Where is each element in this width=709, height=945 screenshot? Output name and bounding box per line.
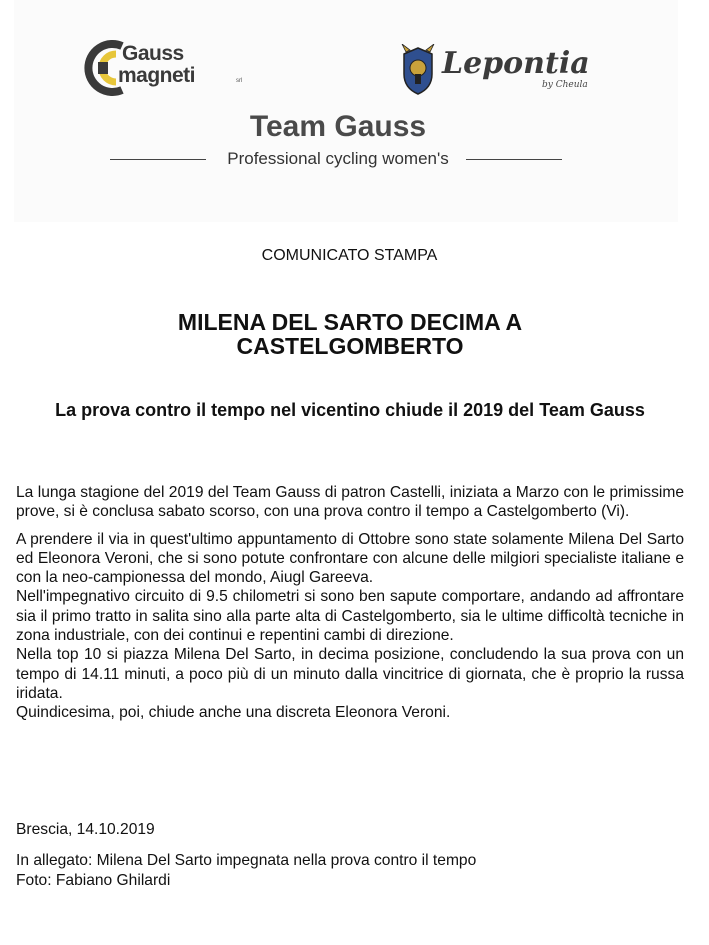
sponsor-logo-bottom: magneti <box>118 64 196 87</box>
lepontia-logo <box>398 44 598 104</box>
article-body <box>16 483 684 723</box>
tagline-rule-right <box>466 159 562 160</box>
headline: MILENA DEL SARTO DECIMA A CASTELGOMBERTO <box>177 309 523 359</box>
team-name: Team Gauss <box>249 110 427 143</box>
paragraph: Nella top 10 si piazza Milena Del Sarto, in decima posizione, concludendo la sua prova con un tempo di 14.11 minuti, a poco più di un minuto dalla vincitrice di giornata, che è proprio la russa iridata. <box>16 646 684 702</box>
partner-logo: Lepontia <box>442 46 590 81</box>
gauss-magneti-logo <box>82 40 272 100</box>
sponsor-logo-top: Gauss <box>122 42 184 65</box>
shield-crest-icon <box>398 44 438 98</box>
attachment-note: In allegato: Milena Del Sarto impegnata nella prova contro il tempo <box>16 852 477 870</box>
partner-logo-sub: by Cheula <box>542 80 588 90</box>
place-date: Brescia, 14.10.2019 <box>16 821 155 838</box>
photo-credit: Foto: Fabiano Ghilardi <box>16 871 171 889</box>
closing-block <box>16 820 684 890</box>
paragraph: Nell'impegnativo circuito di 9.5 chilometri si sono ben sapute comportare, andando ad affrontare sia il primo tratto in salita sino alla parte alta di Castelgomberto, sia le ultime difficoltà tecniche in zona industriale, con dei continui e repentini cambi di direzione. <box>16 588 684 645</box>
paragraph: La lunga stagione del 2019 del Team Gauss di patron Castelli, iniziata a Marzo con le primissime prove, si è conclusa sabato scorso, con una prova contro il tempo a Castelgomberto (Vi). <box>16 484 684 521</box>
press-release-kicker: COMUNICATO STAMPA <box>261 247 438 264</box>
sponsor-logo-suffix: srl <box>236 78 243 84</box>
paragraph: A prendere il via in quest'ultimo appuntamento di Ottobre sono state solamente Milena Del Sarto ed Eleonora Veroni, che si sono potute confrontare con alcune delle milgiori specialiste italiane e con la neo-campionessa del mondo, Aiugl Gareeva. <box>16 530 684 587</box>
paragraph: Quindicesima, poi, chiude anche una discreta Eleonora Veroni. <box>16 704 451 722</box>
subheadline: La prova contro il tempo nel vicentino chiude il 2019 del Team Gauss <box>55 400 645 420</box>
team-tagline: Professional cycling women's <box>227 149 449 168</box>
